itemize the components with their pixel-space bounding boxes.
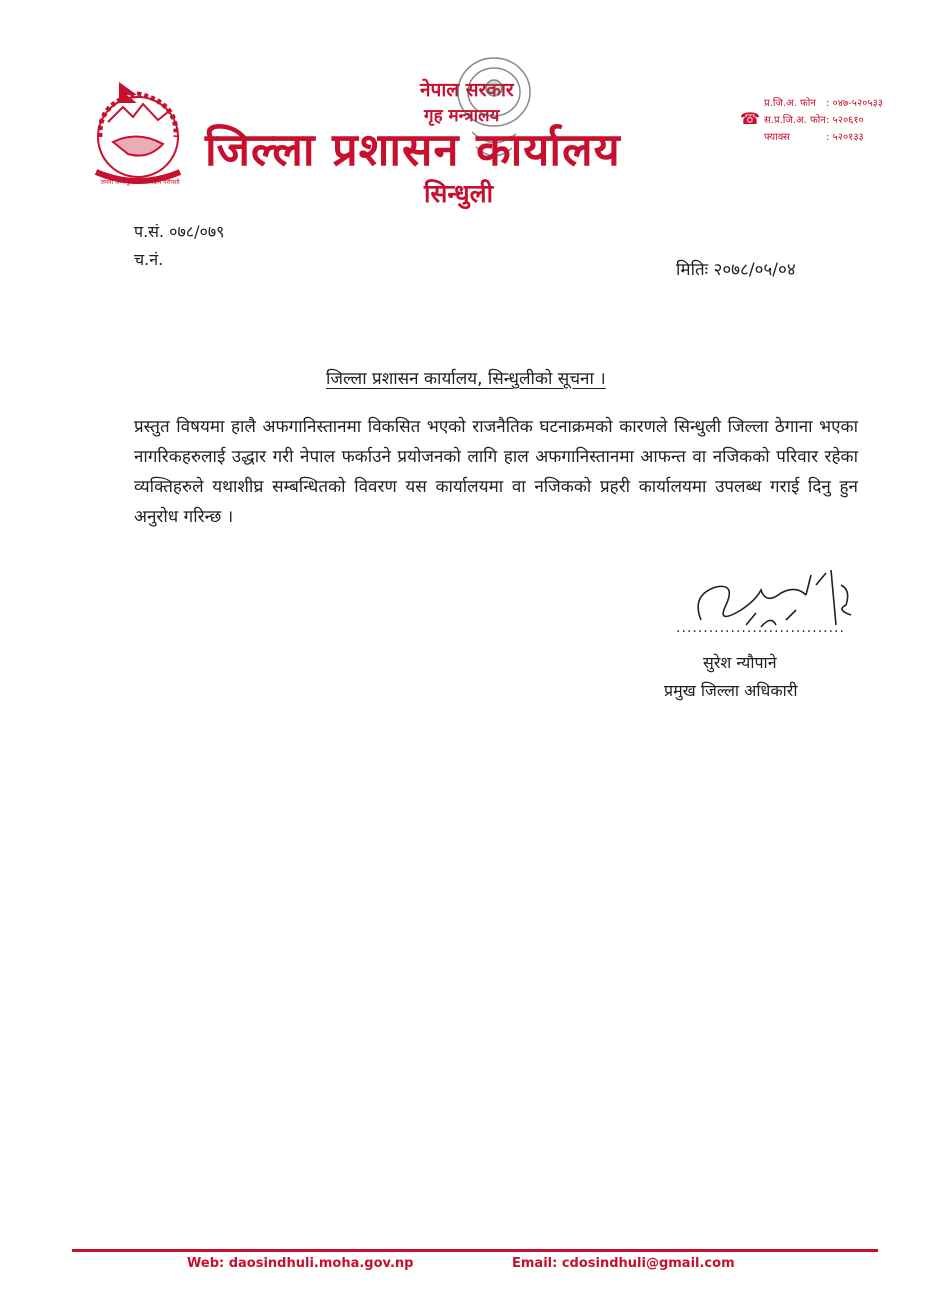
- phone-icon: ☎: [740, 109, 760, 128]
- government-name: नेपाल सरकार: [420, 79, 514, 101]
- nepal-emblem-icon: [78, 82, 198, 192]
- dispatch-number: च.नं.: [134, 250, 164, 269]
- reference-number: प.सं. ०७८/०७९: [134, 222, 225, 241]
- contact-label: स.प्र.जि.अ. फोन: [764, 115, 826, 126]
- signer-title: प्रमुख जिल्ला अधिकारी: [664, 681, 798, 700]
- contact-info: [738, 95, 908, 146]
- contact-value: : ५२०६१०: [826, 115, 864, 126]
- contact-row: [738, 129, 908, 146]
- contact-value: : ०४७-५२०५३३: [826, 98, 883, 109]
- footer-website: Web: daosindhuli.moha.gov.np: [187, 1256, 414, 1271]
- district-name: सिन्धुली: [424, 179, 494, 208]
- contact-label: फ्याक्स: [764, 132, 790, 143]
- footer-divider: [72, 1249, 878, 1252]
- contact-row: [738, 95, 908, 112]
- footer-email: Email: cdosindhuli@gmail.com: [512, 1256, 735, 1271]
- notice-body: प्रस्तुत विषयमा हालै अफगानिस्तानमा विकसित भएको राजनैतिक घटनाक्रमको कारणले सिन्धुली जिल्ला ठेगाना भएका नागरिकहरुलाई उद्धार गरी नेपाल फर्काउने प्रयोजनको लागि हाल अफगानिस्तानमा आफन्त वा नजिकको परिवार रहेका व्यक्तिहरुले यथाशीघ्र सम्बन्धितको विवरण यस कार्यालयमा वा नजिकको प्रहरी कार्यालयमा उपलब्ध गराई दिनु हुन अनुरोध गरिन्छ ।: [134, 417, 858, 527]
- signature-line: ...............................: [676, 620, 845, 636]
- signer-name: सुरेश न्यौपाने: [703, 653, 777, 672]
- office-title: जिल्ला प्रशासन कार्यालय: [205, 123, 621, 176]
- emblem-caption: जननी जन्मभूमिश्च स्वर्गादपि गरीयसी: [100, 179, 180, 186]
- contact-value: : ५२०१३३: [826, 132, 864, 143]
- letter-date: मितिः २०७८/०५/०४: [676, 260, 796, 280]
- contact-label: प्र.जि.अ. फोन: [764, 98, 816, 109]
- contact-row: [738, 112, 908, 129]
- notice-title: जिल्ला प्रशासन कार्यालय, सिन्धुलीको सूचना ।: [326, 369, 606, 389]
- ministry-name: गृह मन्त्रालय: [424, 106, 500, 126]
